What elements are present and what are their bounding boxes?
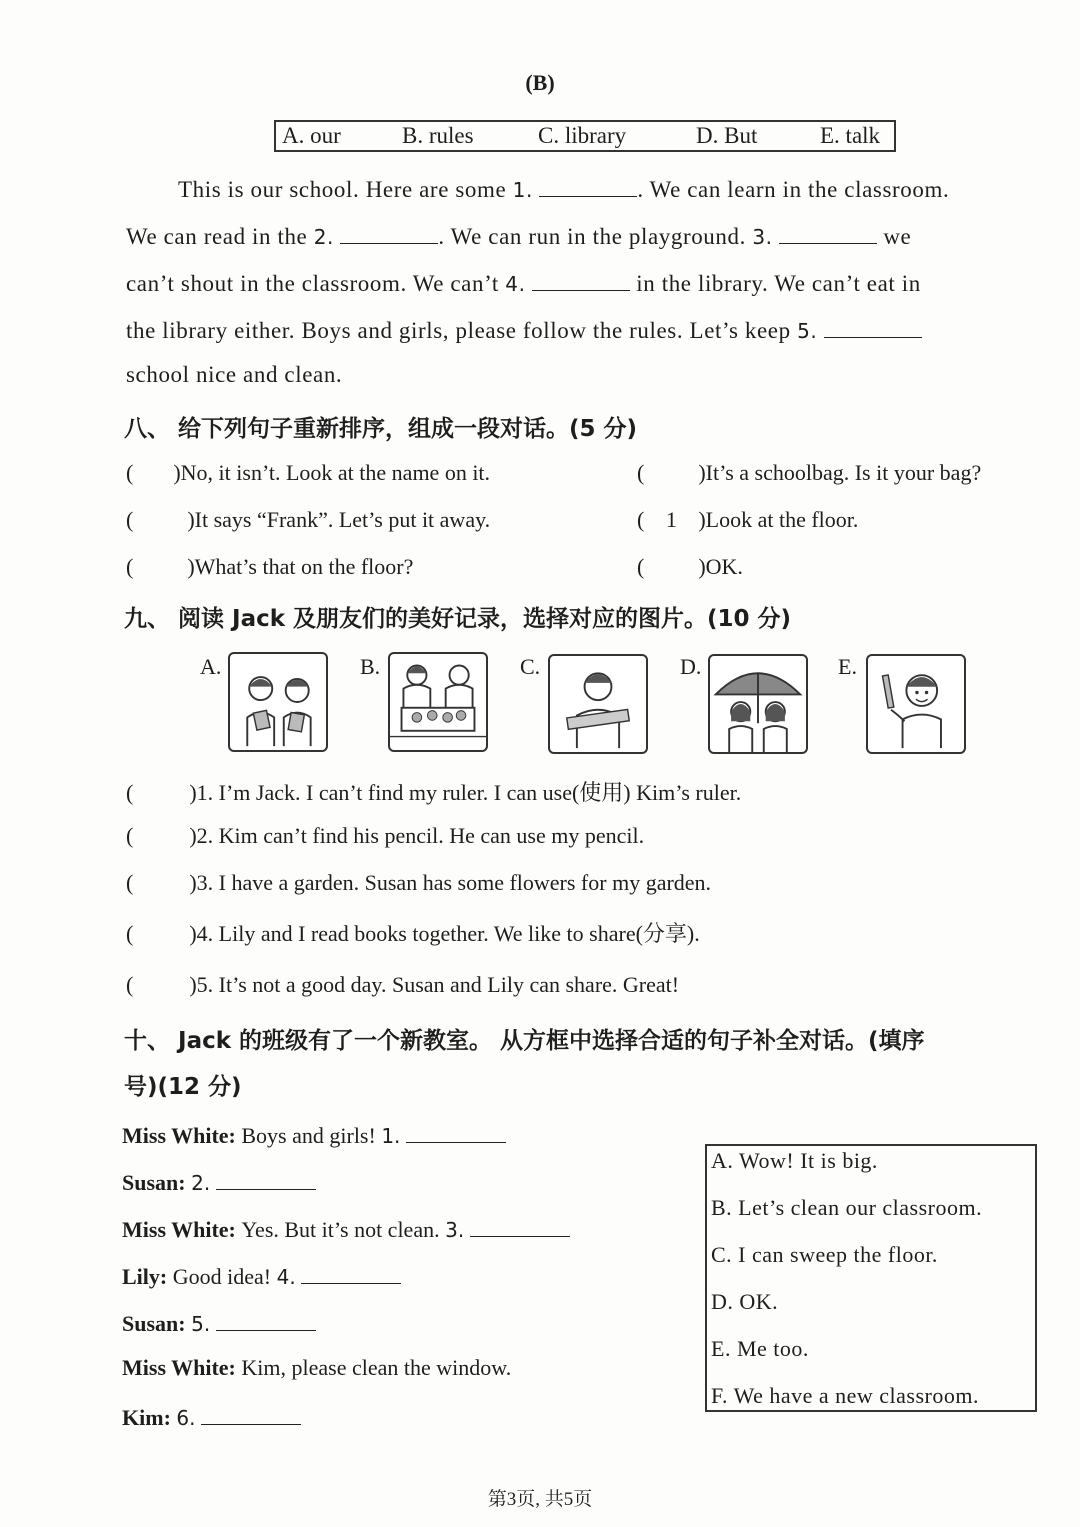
sentence-option-b: B. Let’s clean our classroom.: [711, 1195, 983, 1220]
order-paren: (: [637, 460, 645, 485]
dialogue-blank-2[interactable]: [216, 1167, 316, 1190]
order-item-3: [126, 507, 490, 533]
word-option-b: B. rules: [402, 123, 474, 148]
order-item-1: [126, 460, 490, 486]
answer-blank-1[interactable]: [539, 174, 637, 197]
answer-blank-5[interactable]: [824, 315, 922, 338]
flower-box-icon: [390, 654, 486, 750]
picture-d-sharing-umbrella: [708, 654, 808, 754]
section-b-title: (B): [525, 70, 555, 95]
picture-label-d: D.: [680, 654, 702, 679]
match-paren: (: [126, 823, 134, 848]
passage-text: the library either. Boys and girls, please follow the rules. Let’s keep: [126, 318, 798, 343]
dialogue-blank-6[interactable]: [201, 1402, 301, 1425]
passage-line-3: [126, 268, 921, 297]
dialogue-blank-3[interactable]: [470, 1214, 570, 1237]
speaker-separator: :: [228, 1355, 242, 1380]
order-text: )No, it isn’t. Look at the name on it.: [173, 460, 491, 485]
blank-number: 5.: [191, 1312, 211, 1336]
dialogue-line-7: [122, 1402, 301, 1431]
sentence-option-e: E. Me too.: [711, 1336, 809, 1361]
speaker-name: Lily: [122, 1264, 160, 1289]
order-text: )What’s that on the floor?: [187, 554, 414, 579]
speaker-separator: :: [159, 1264, 173, 1289]
speaker-name: Miss White: [122, 1123, 229, 1148]
match-paren: (: [126, 921, 134, 946]
passage-line-5: school nice and clean.: [126, 362, 343, 387]
blank-number: 2.: [191, 1171, 211, 1195]
picture-e-boy-with-pencil: [866, 654, 966, 754]
passage-text: This is our school. Here are some: [178, 177, 513, 202]
answer-blank-2[interactable]: [340, 221, 438, 244]
picture-label-e: E.: [838, 654, 857, 679]
dialogue-line-5: [122, 1308, 316, 1337]
speaker-separator: :: [228, 1123, 242, 1148]
speaker-name: Susan: [122, 1170, 179, 1195]
order-paren: (: [637, 507, 645, 532]
match-text: )4. Lily and I read books together. We like to share(分享).: [189, 921, 700, 946]
blank-number: 1.: [512, 178, 533, 202]
dialogue-line-1: [122, 1120, 506, 1149]
dialogue-text: Boys and girls!: [241, 1123, 382, 1148]
order-item-4: [637, 507, 858, 533]
match-item-5: [126, 972, 679, 998]
word-option-e: E. talk: [820, 123, 881, 148]
sentence-option-d: D. OK.: [711, 1289, 779, 1314]
order-paren: (: [637, 554, 645, 579]
speaker-name: Miss White: [122, 1355, 229, 1380]
dialogue-text: Yes. But it’s not clean.: [241, 1217, 446, 1242]
match-item-4: [126, 917, 700, 948]
match-item-3: [126, 870, 711, 896]
section-10-heading-line-1: 十、 Jack 的班级有了一个新教室。 从方框中选择合适的句子补全对话。(填序: [124, 1028, 925, 1054]
order-text: )It says “Frank”. Let’s put it away.: [187, 507, 491, 532]
passage-text: in the library. We can’t eat in: [636, 271, 921, 296]
section-8-heading: 八、 给下列句子重新排序，组成一段对话。(5 分): [124, 416, 638, 442]
blank-number: 6.: [176, 1406, 196, 1430]
passage-text: . We can run in the playground.: [438, 224, 753, 249]
section-9-heading: 九、 阅读 Jack 及朋友们的美好记录，选择对应的图片。(10 分): [124, 606, 792, 632]
match-item-1: [126, 776, 741, 807]
passage-line-4: [126, 315, 922, 344]
speaker-name: Kim: [122, 1405, 164, 1430]
dialogue-blank-5[interactable]: [216, 1308, 316, 1331]
picture-a-two-kids-reading: [228, 652, 328, 752]
word-option-c: C. library: [538, 123, 627, 148]
dialogue-text: Good idea!: [172, 1264, 277, 1289]
match-text: )3. I have a garden. Susan has some flowers for my garden.: [189, 870, 712, 895]
word-option-a: A. our: [282, 123, 341, 148]
speaker-separator: :: [178, 1311, 192, 1336]
match-paren: (: [126, 870, 134, 895]
speaker-separator: :: [178, 1170, 192, 1195]
speaker-name: Miss White: [122, 1217, 229, 1242]
passage-text: we: [883, 224, 912, 249]
order-text: )OK.: [698, 554, 743, 579]
pencil-icon: [868, 656, 964, 752]
dialogue-line-6: [122, 1355, 511, 1381]
passage-line-1: [178, 174, 949, 203]
match-text: )2. Kim can’t find his pencil. He can use my pencil.: [189, 823, 645, 848]
dialogue-text: Kim, please clean the window.: [241, 1355, 512, 1380]
picture-b-flowers-garden: [388, 652, 488, 752]
passage-text: can’t shout in the classroom. We can’t: [126, 271, 506, 296]
sentence-options-box: [705, 1144, 1037, 1412]
match-paren: (: [126, 972, 134, 997]
picture-label-c: C.: [520, 654, 541, 679]
blank-number: 2.: [313, 225, 335, 249]
umbrella-icon: [710, 656, 806, 752]
match-text: )5. It’s not a good day. Susan and Lily can share. Great!: [189, 972, 680, 997]
order-text: )Look at the floor.: [698, 507, 859, 532]
answer-blank-3[interactable]: [779, 221, 877, 244]
blank-number: 3.: [752, 225, 773, 249]
speaker-separator: :: [228, 1217, 242, 1242]
match-text: )1. I’m Jack. I can’t find my ruler. I can use(使用) Kim’s ruler.: [189, 780, 742, 805]
order-item-5: [126, 554, 413, 580]
sentence-option-f: F. We have a new classroom.: [711, 1383, 979, 1408]
dialogue-blank-1[interactable]: [406, 1120, 506, 1143]
page-footer: 第3页, 共5页: [487, 1489, 593, 1510]
order-item-2: [637, 460, 981, 486]
blank-number: 3.: [445, 1218, 465, 1242]
blank-number: 4.: [276, 1265, 296, 1289]
dialogue-line-4: [122, 1261, 401, 1290]
dialogue-blank-4[interactable]: [301, 1261, 401, 1284]
word-bank: [274, 120, 896, 152]
order-paren: (: [126, 507, 134, 532]
picture-label-b: B.: [360, 654, 381, 679]
picture-label-a: A.: [200, 654, 222, 679]
order-item-6: [637, 554, 743, 580]
passage-text: . We can learn in the classroom.: [637, 177, 950, 202]
speaker-separator: :: [163, 1405, 177, 1430]
sentence-option-a: A. Wow! It is big.: [711, 1148, 878, 1173]
blank-number: 4.: [505, 272, 526, 296]
speaker-name: Susan: [122, 1311, 179, 1336]
dialogue-line-2: [122, 1167, 316, 1196]
picture-c-boy-with-ruler: [548, 654, 648, 754]
passage-line-2: [126, 221, 911, 250]
answer-blank-4[interactable]: [532, 268, 630, 291]
kids-reading-icon: [230, 654, 326, 750]
dialogue-line-3: [122, 1214, 570, 1243]
blank-number: 5.: [797, 319, 818, 343]
order-paren: (: [126, 460, 134, 485]
sentence-option-c: C. I can sweep the floor.: [711, 1242, 938, 1267]
order-text: )It’s a schoolbag. Is it your bag?: [698, 460, 982, 485]
order-answer[interactable]: 1: [665, 507, 677, 532]
match-item-2: [126, 823, 644, 849]
blank-number: 1.: [381, 1124, 401, 1148]
word-option-d: D. But: [696, 123, 758, 148]
ruler-icon: [550, 656, 646, 752]
order-paren: (: [126, 554, 134, 579]
passage-text: We can read in the: [126, 224, 314, 249]
section-10-heading-line-2: 号)(12 分): [124, 1074, 242, 1100]
match-paren: (: [126, 780, 134, 805]
